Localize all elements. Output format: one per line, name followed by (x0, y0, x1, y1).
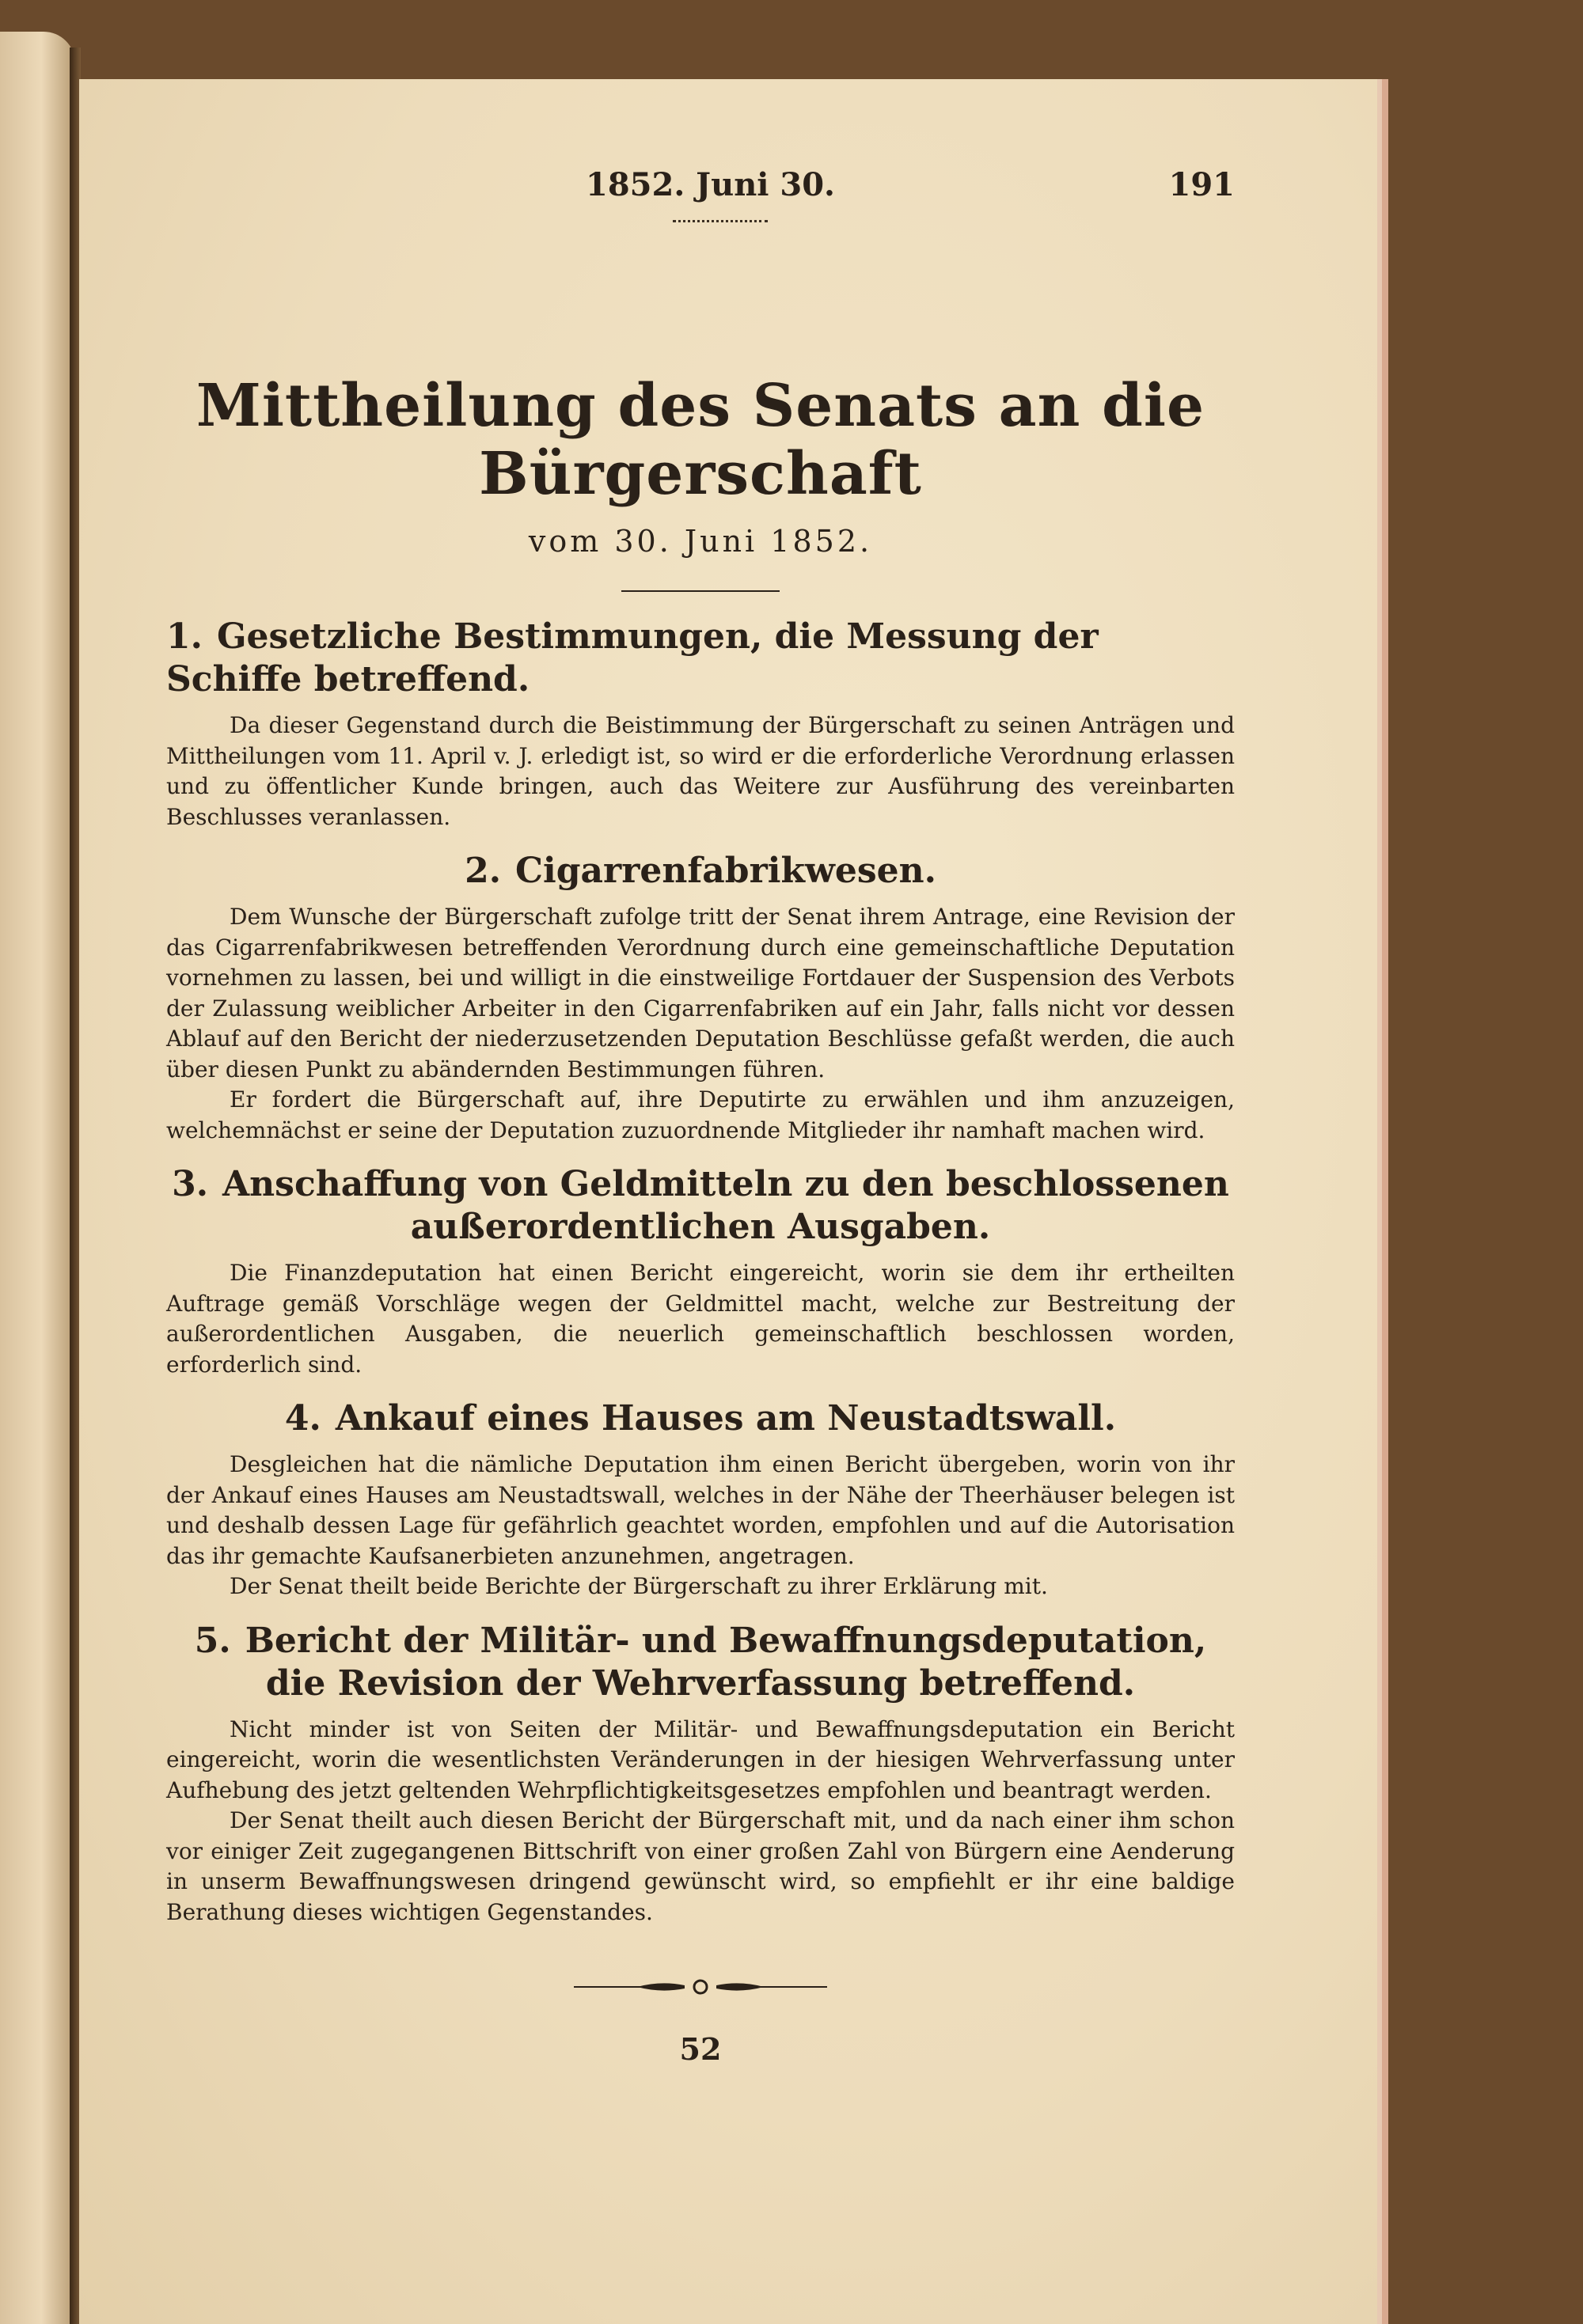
section-number: 3. (172, 1164, 209, 1204)
running-head (166, 166, 1235, 214)
section-2-title (166, 850, 1235, 893)
title-rule (621, 590, 780, 592)
paragraph: Da dieser Gegenstand durch die Beistimmung der Bürgerschaft zu seinen Anträgen und Mittheilungen vom 11. April v. J. erledigt ist, so wird er die erforderliche Verordnung erlassen und zu öffentlicher Kunde bringen, auch das Weitere zur Ausführung des vereinbarten Beschlusses veranlassen. (166, 712, 1235, 830)
section-heading: Gesetzliche Bestimmungen, die Messung der Schiffe betreffend. (166, 616, 1099, 699)
document-page (79, 79, 1377, 2324)
title-date: vom 30. Juni 1852. (528, 524, 873, 559)
section-1-title (166, 616, 1235, 701)
section-number: 2. (465, 851, 502, 891)
section-number: 5. (194, 1620, 231, 1661)
header-rule (673, 215, 768, 222)
section-4-title (166, 1397, 1235, 1440)
paragraph: Der Senat theilt beide Berichte der Bürgerschaft zu ihrer Erklärung mit. (230, 1573, 1048, 1599)
section-number: 1. (166, 616, 203, 657)
paragraph: Nicht minder ist von Seiten der Militär- und Bewaffnungsdeputation ein Bericht eingereicht, worin die wesentlichsten Veränderungen in der hiesigen Wehrverfassung unter Aufhebung des jetzt geltenden Wehrpflichtigkeitsgesetzes empfohlen und beantragt werden. (166, 1716, 1235, 1803)
section-heading: Cigarrenfabrikwesen. (515, 851, 936, 891)
paragraph: Dem Wunsche der Bürgerschaft zufolge tritt der Senat ihrem Antrage, eine Revision der das Cigarrenfabrikwesen betreffenden Verordnung durch eine gemeinschaftliche Deputation vornehmen zu lassen, bei und willigt in die einstweilige Fortdauer der Suspension des Verbots der Zulassung weiblicher Arbeiter in den Cigarrenfabriken auf ein Jahr, falls nicht vor dessen Ablauf auf den Bericht der niederzusetzenden Deputation Beschlüsse gefaßt werden, die auch über diesen Punkt zu abändernden Bestimmungen führen. (166, 904, 1235, 1082)
page-content (166, 166, 1235, 2067)
paragraph: Die Finanzdeputation hat einen Bericht eingereicht, worin sie dem ihr ertheilten Auftrage gemäß Vorschläge wegen der Geldmittel macht, welche zur Bestreitung der außerordentlichen Ausgaben, die neuerlich gemeinschaftlich beschlossen worden, erforderlich sind. (166, 1260, 1235, 1378)
ornament-rule (166, 1975, 1235, 2003)
paragraph: Der Senat theilt auch diesen Bericht der Bürgerschaft mit, und da nach einer ihm schon vor einiger Zeit zugegangenen Bittschrift von einer großen Zahl von Bürgern eine Aenderung in unserm Bewaffnungswesen dringend gewünscht wird, so empfiehlt er ihr eine baldige Berathung dieses wichtigen Gegenstandes. (166, 1807, 1235, 1925)
signature-mark: 52 (679, 2031, 722, 2067)
section-heading: Bericht der Militär- und Bewaffnungsdeputation, die Revision der Wehrverfassung betreffend. (245, 1620, 1207, 1704)
paragraph: Er fordert die Bürgerschaft auf, ihre Deputirte zu erwählen und ihm anzuzeigen, welchemnächst er seine der Deputation zuzuordnende Mitglieder ihr namhaft machen wird. (166, 1086, 1235, 1143)
page-number: 191 (1168, 166, 1235, 203)
ornament-icon (574, 1977, 827, 1996)
section-3-title (166, 1163, 1235, 1249)
section-number: 4. (284, 1398, 321, 1439)
section-5-title (166, 1620, 1235, 1705)
previous-page-edge (0, 32, 75, 2324)
paragraph: Desgleichen hat die nämliche Deputation ihm einen Bericht übergeben, worin von ihr der Ankauf eines Hauses am Neustadtswall, welches in der Nähe der Theerhäuser belegen ist und deshalb dessen Lage für gefährlich geachtet worden, empfohlen und auf die Autorisation das ihr gemachte Kaufsanerbieten anzunehmen, angetragen. (166, 1451, 1235, 1569)
main-title: Mittheilung des Senats an die Bürgerschaft (196, 372, 1205, 508)
section-heading: Ankauf eines Hauses am Neustadtswall. (335, 1398, 1117, 1439)
section-heading: Anschaffung von Geldmitteln zu den beschlossenen außerordentlichen Ausgaben. (222, 1164, 1229, 1247)
running-title: 1852. Juni 30. (586, 166, 835, 203)
